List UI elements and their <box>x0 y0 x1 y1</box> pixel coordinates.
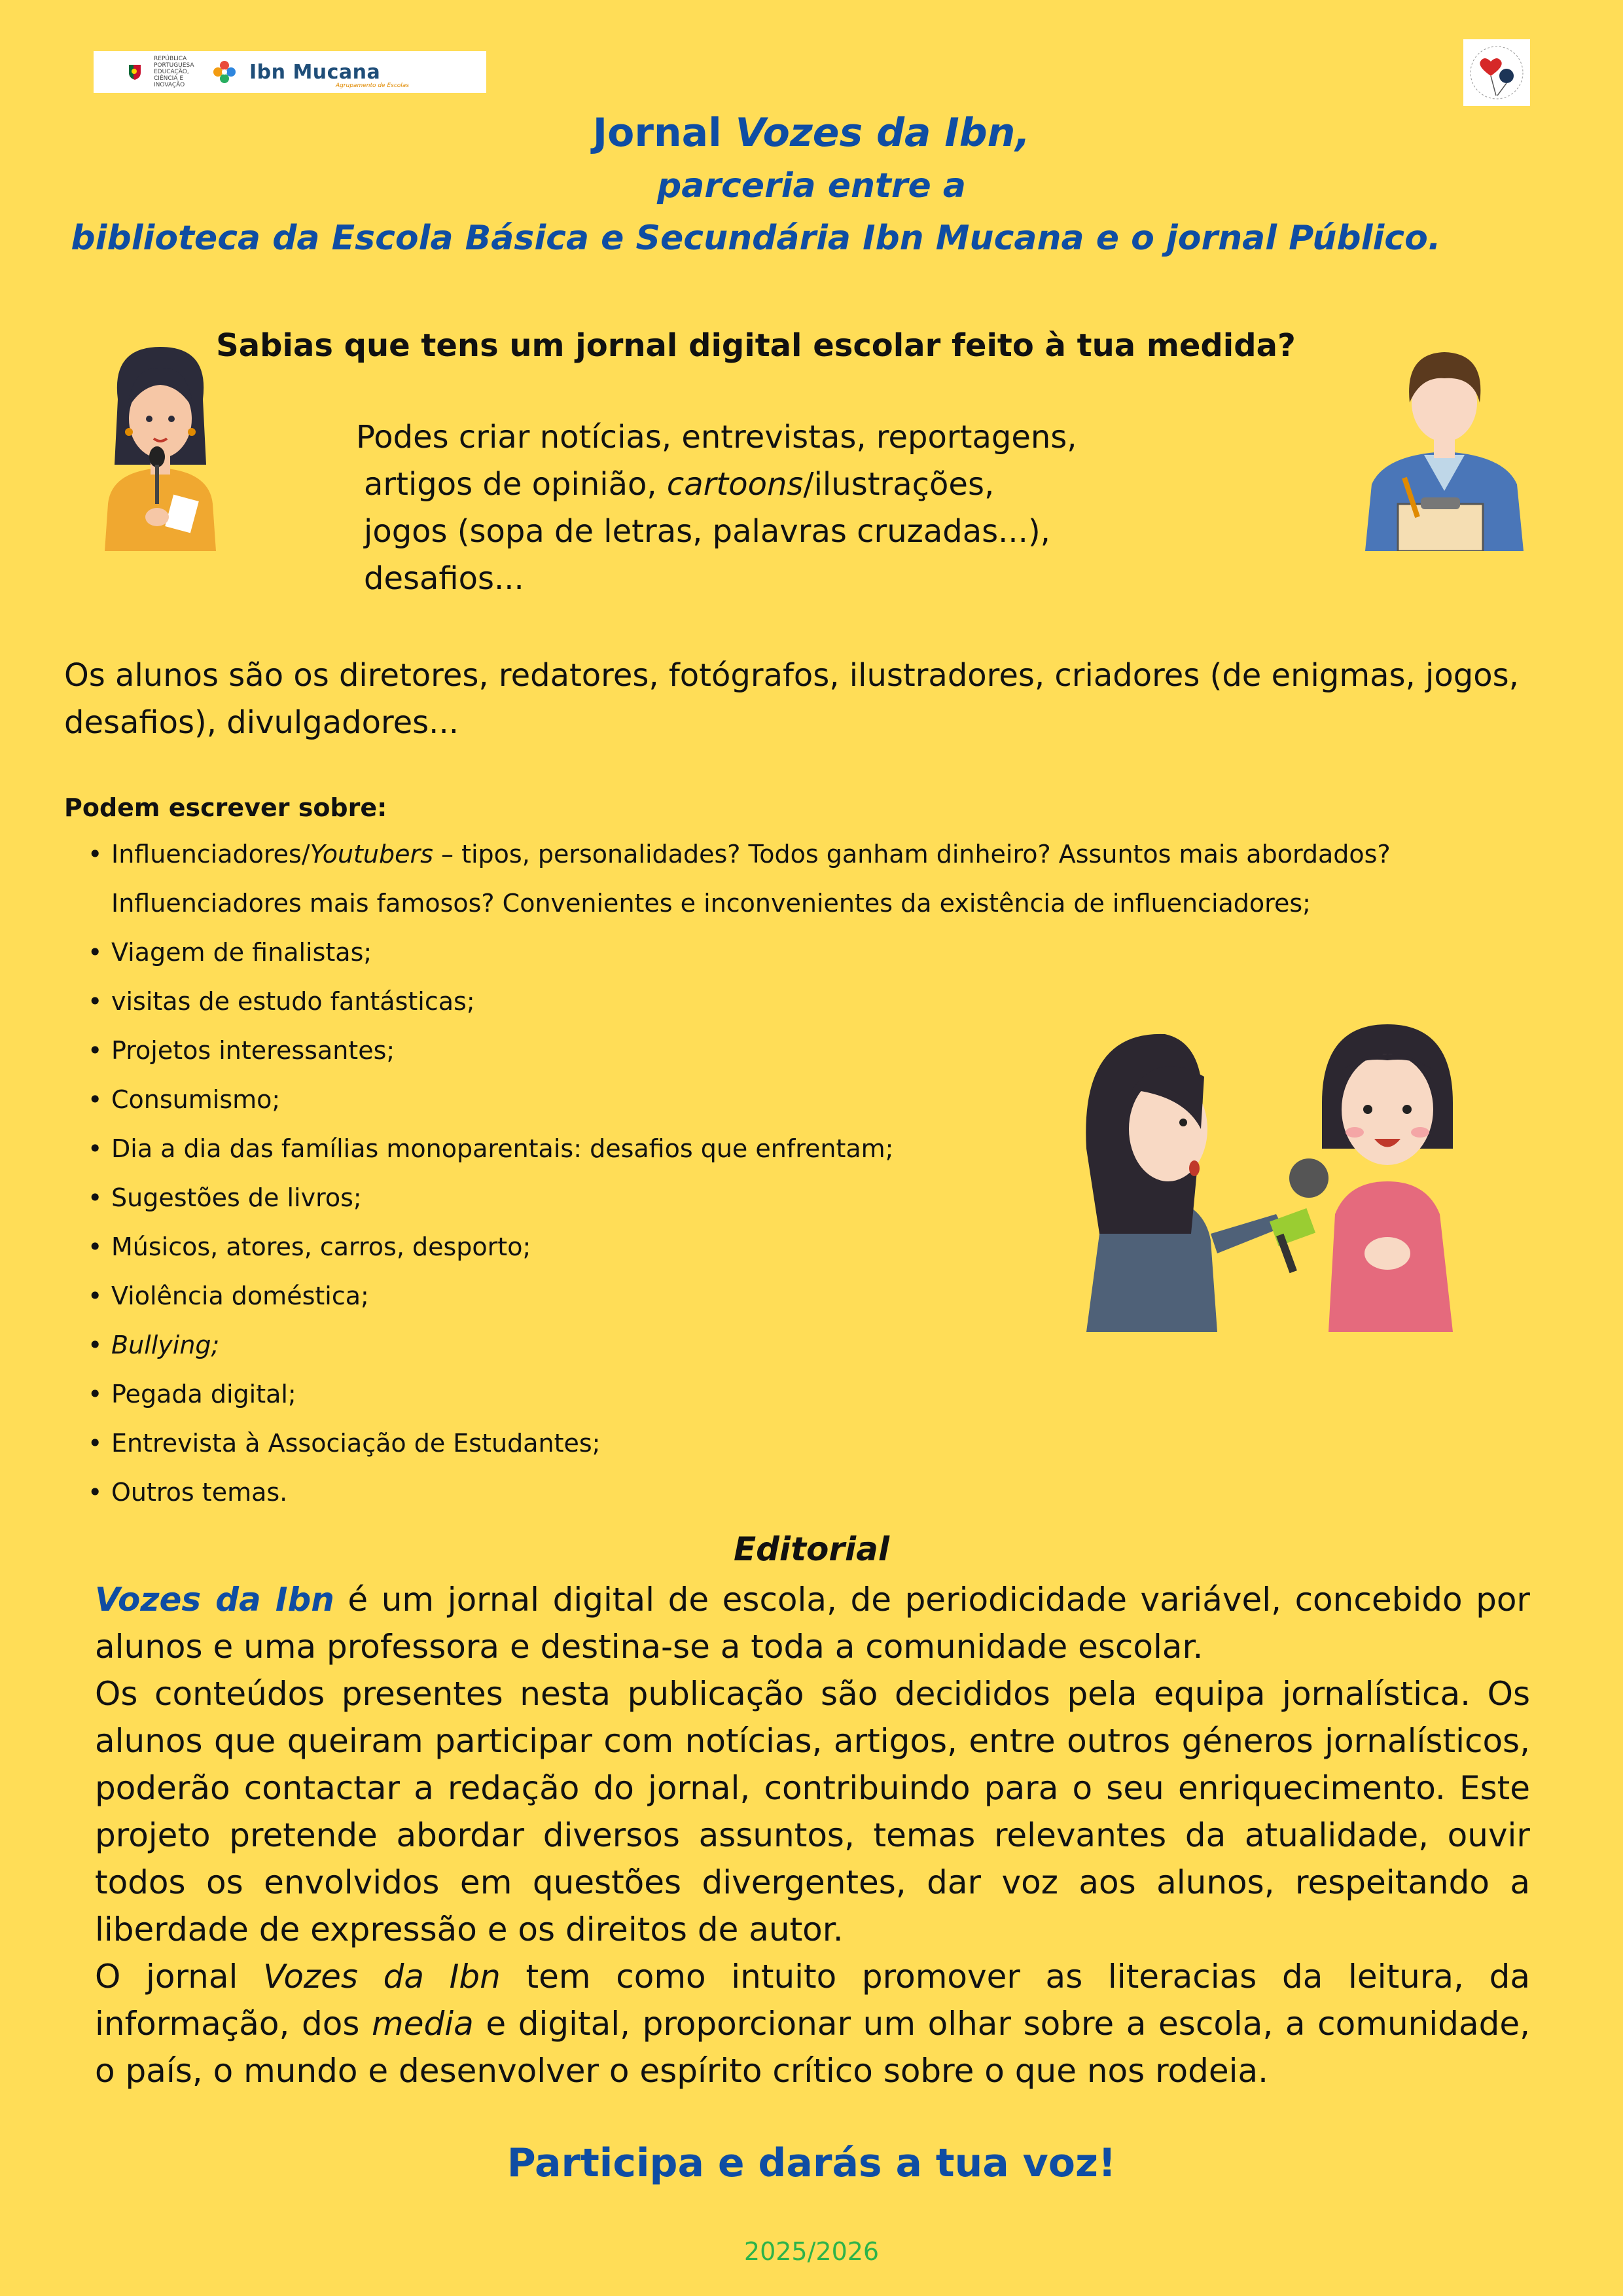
newspaper-name: Vozes da Ibn <box>95 1581 334 1619</box>
ibn-mucana-flower-icon <box>211 59 238 85</box>
editorial-text: O jornal <box>95 1958 264 1996</box>
list-item: • Sugestões de livros; <box>64 1174 1465 1223</box>
female-reporter-illustration <box>92 340 229 551</box>
list-item: • Consumismo; <box>64 1075 1465 1124</box>
editorial-paragraph-2: Os conteúdos presentes nesta publicação são decididos pela equipa jornalística. Os alunos que queiram participar com notícias, artigos, entre outros géneros jornalísticos, poderão contactar a redação do jornal, contribuindo para o seu enriquecimento. Este projeto pretende abordar diversos assuntos, temas relevantes da atualidade, ouvir todos os envolvidos em questões divergentes, dar voz aos alunos, respeitando a liberdade de expressão e os direitos de autor. <box>95 1675 1530 1948</box>
list-item: • Dia a dia das famílias monoparentais: desafios que enfrentam; <box>64 1124 1465 1174</box>
editorial-text: é um jornal digital de escola, de periodicidade variável, concebido por alunos e uma professora e destina-se a toda a comunidade escolar. <box>95 1581 1530 1666</box>
list-item: • Entrevista à Associação de Estudantes; <box>64 1419 1465 1468</box>
title-line-2: parceria entre a <box>657 166 966 206</box>
editorial-heading: Editorial <box>733 1530 889 1568</box>
list-item: • Músicos, atores, carros, desporto; <box>64 1223 1465 1272</box>
page-title <box>0 110 1623 156</box>
intro-line-2-text-end: /ilustrações, <box>803 466 995 503</box>
list-item: • Violência doméstica; <box>64 1272 1465 1321</box>
topic-text: Influenciadores/ <box>111 840 310 869</box>
newspaper-name: Vozes da Ibn, <box>735 110 1031 156</box>
intro-line-2 <box>364 466 994 503</box>
list-item: • Outros temas. <box>64 1468 1465 1517</box>
school-logo-banner <box>94 51 486 93</box>
intro-line-2-emphasis: cartoons <box>666 466 804 503</box>
portugal-shield-icon <box>128 63 142 81</box>
editorial-text: tem como intuito promover as literacias da leitura, da informação, dos <box>95 1958 1530 2043</box>
intro-line-1: Podes criar notícias, entrevistas, reportagens, <box>356 419 1077 456</box>
list-item: • Viagem de finalistas; <box>64 928 1465 977</box>
title-line-3: biblioteca da Escola Básica e Secundária Ibn Mucana e o jornal Público. <box>71 219 1441 258</box>
intro-line-3: jogos (sopa de letras, palavras cruzadas...), <box>364 513 1050 550</box>
call-to-action: Participa e darás a tua voz! <box>507 2140 1116 2186</box>
intro-question: Sabias que tens um jornal digital escolar feito à tua medida? <box>216 327 1296 364</box>
editorial-body <box>95 1576 1530 2094</box>
school-logo-subtext: Agrupamento de Escolas <box>335 82 409 89</box>
list-item: • Pegada digital; <box>64 1370 1465 1419</box>
list-item: • Projetos interessantes; <box>64 1026 1465 1075</box>
male-reporter-illustration <box>1359 340 1530 551</box>
topic-emphasis: Youtubers <box>310 840 433 869</box>
list-item <box>64 830 1465 928</box>
editorial-emphasis: media <box>372 2005 474 2043</box>
title-prefix: Jornal <box>592 110 736 156</box>
school-logo-text: Ibn Mucana <box>249 60 381 84</box>
editorial-paragraph-1 <box>95 1576 1530 1670</box>
list-item: • visitas de estudo fantásticas; <box>64 977 1465 1026</box>
gov-logo-text: REPÚBLICA PORTUGUESA EDUCAÇÃO, CIÊNCIA E INOVAÇÃO <box>154 56 194 88</box>
school-year: 2025/2026 <box>743 2237 880 2266</box>
topic-text-end: – tipos, personalidades? Todos ganham dinheiro? Assuntos mais abordados? Influenciadores mais famosos? Convenientes e inconvenientes da existência de influenciadores; <box>111 840 1391 918</box>
interview-illustration <box>1060 1018 1466 1332</box>
editorial-text: e digital, proporcionar um olhar sobre a escola, a comunidade, o país, o mundo e desenvolver o espírito crítico sobre o que nos rodeia. <box>95 2005 1531 2090</box>
list-item: • Bullying; <box>64 1321 1465 1370</box>
roles-paragraph: Os alunos são os diretores, redatores, fotógrafos, ilustradores, criadores (de enigmas, jogos, desafios), divulgadores... <box>64 657 1519 741</box>
balloons-logo <box>1463 39 1530 106</box>
intro-line-4: desafios... <box>364 560 524 597</box>
newspaper-name: Vozes da Ibn <box>263 1958 501 1996</box>
editorial-paragraph-3 <box>95 1953 1530 2094</box>
intro-line-2-text: artigos de opinião, <box>364 466 667 503</box>
topics-heading: Podem escrever sobre: <box>64 793 387 822</box>
